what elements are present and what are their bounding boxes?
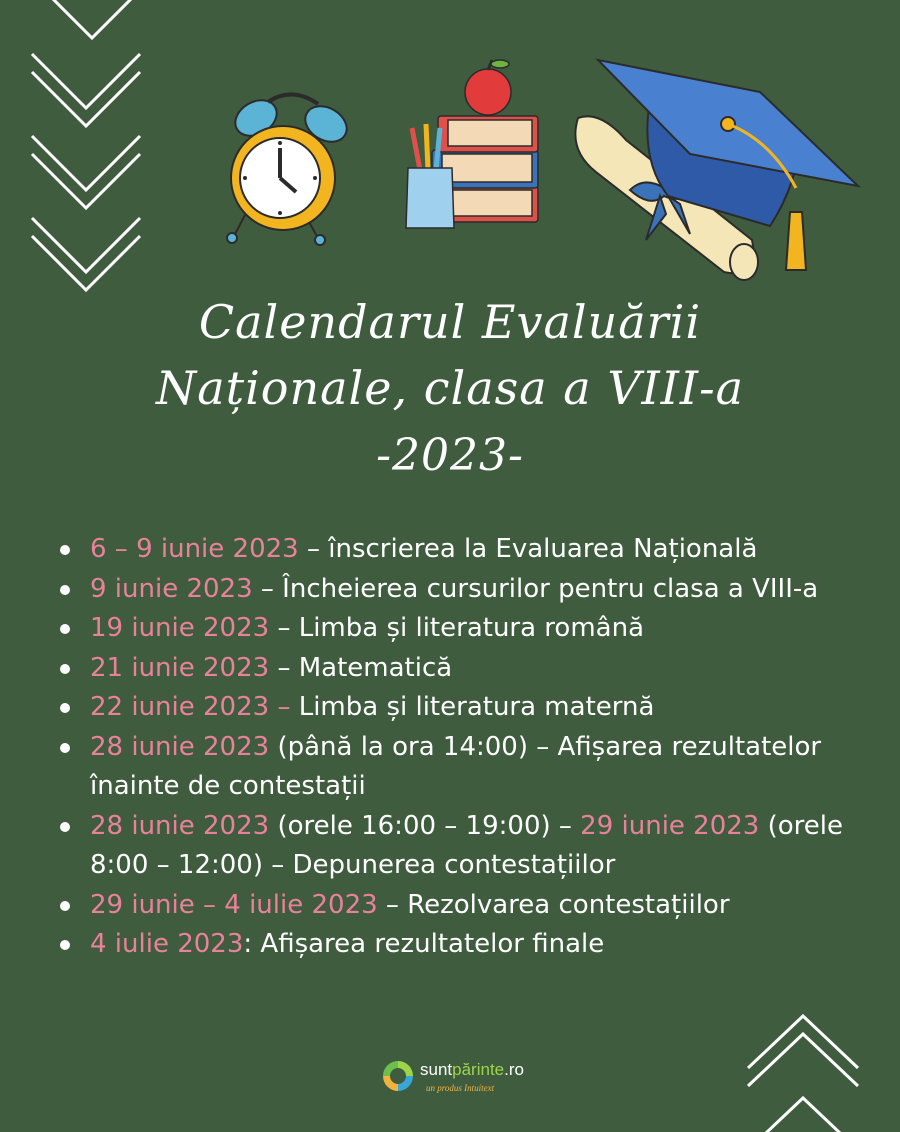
- event-text-2: (orele 8:00 – 12:00) – Depunerea contestațiilor: [90, 810, 844, 880]
- footer-logo[interactable]: [380, 1056, 550, 1100]
- list-item: [58, 807, 878, 886]
- graduation-cap-diploma-icon: [0, 0, 900, 300]
- chevron-up-icon: [748, 1098, 858, 1132]
- brand-part-2: părinte: [452, 1060, 505, 1079]
- list-item: [58, 609, 878, 649]
- event-date: 4 iulie 2023: [90, 929, 244, 959]
- brand-tagline: un produs Intuitext: [426, 1083, 495, 1093]
- event-date: 6 – 9 iunie 2023: [90, 534, 299, 564]
- event-text: – înscrierea la Evaluarea Națională: [298, 534, 758, 564]
- event-text: – Limba și literatura română: [269, 613, 645, 643]
- event-date: 22 iunie 2023 –: [90, 692, 291, 722]
- brand-name: [420, 1060, 524, 1080]
- title-line-1: Calendarul Evaluării: [198, 295, 702, 349]
- event-date: 19 iunie 2023: [90, 613, 270, 643]
- event-date-2: 29 iunie 2023: [580, 810, 760, 841]
- event-date: 21 iunie 2023: [90, 652, 270, 683]
- list-item: [58, 925, 878, 965]
- title-line-2: Naționale, clasa a VIII-a: [155, 361, 745, 415]
- chevron-up-icon: [748, 1016, 858, 1068]
- event-text: – Rezolvarea contestațiilor: [377, 889, 730, 920]
- event-text: (orele 16:00 – 19:00) –: [269, 810, 581, 841]
- chevron-up-icon: [748, 1034, 858, 1086]
- event-text: Limba și literatura maternă: [290, 692, 655, 722]
- event-date: 28 iunie 2023: [90, 810, 270, 841]
- list-item: [58, 530, 878, 570]
- event-text: (până la ora 14:00) – Afișarea rezultatelor înainte de contestații: [90, 731, 822, 801]
- event-text: – Încheierea cursurilor pentru clasa a VIII-a: [252, 573, 819, 604]
- list-item: [58, 886, 878, 926]
- list-item: [58, 688, 878, 728]
- brand-part-1: sunt: [420, 1060, 453, 1079]
- list-item: [58, 570, 878, 610]
- list-item: [58, 649, 878, 689]
- event-date: 9 iunie 2023: [90, 573, 253, 604]
- event-date: 28 iunie 2023: [90, 731, 270, 762]
- event-text: – Matematică: [269, 652, 453, 683]
- event-date: 29 iunie – 4 iulie 2023: [90, 889, 378, 920]
- event-text: : Afișarea rezultatelor finale: [243, 929, 605, 959]
- brand-part-3: .ro: [504, 1060, 524, 1079]
- list-item: [58, 728, 878, 807]
- events-list: [58, 530, 878, 965]
- title-year: -2023-: [376, 430, 524, 481]
- logo-icon: [380, 1058, 416, 1094]
